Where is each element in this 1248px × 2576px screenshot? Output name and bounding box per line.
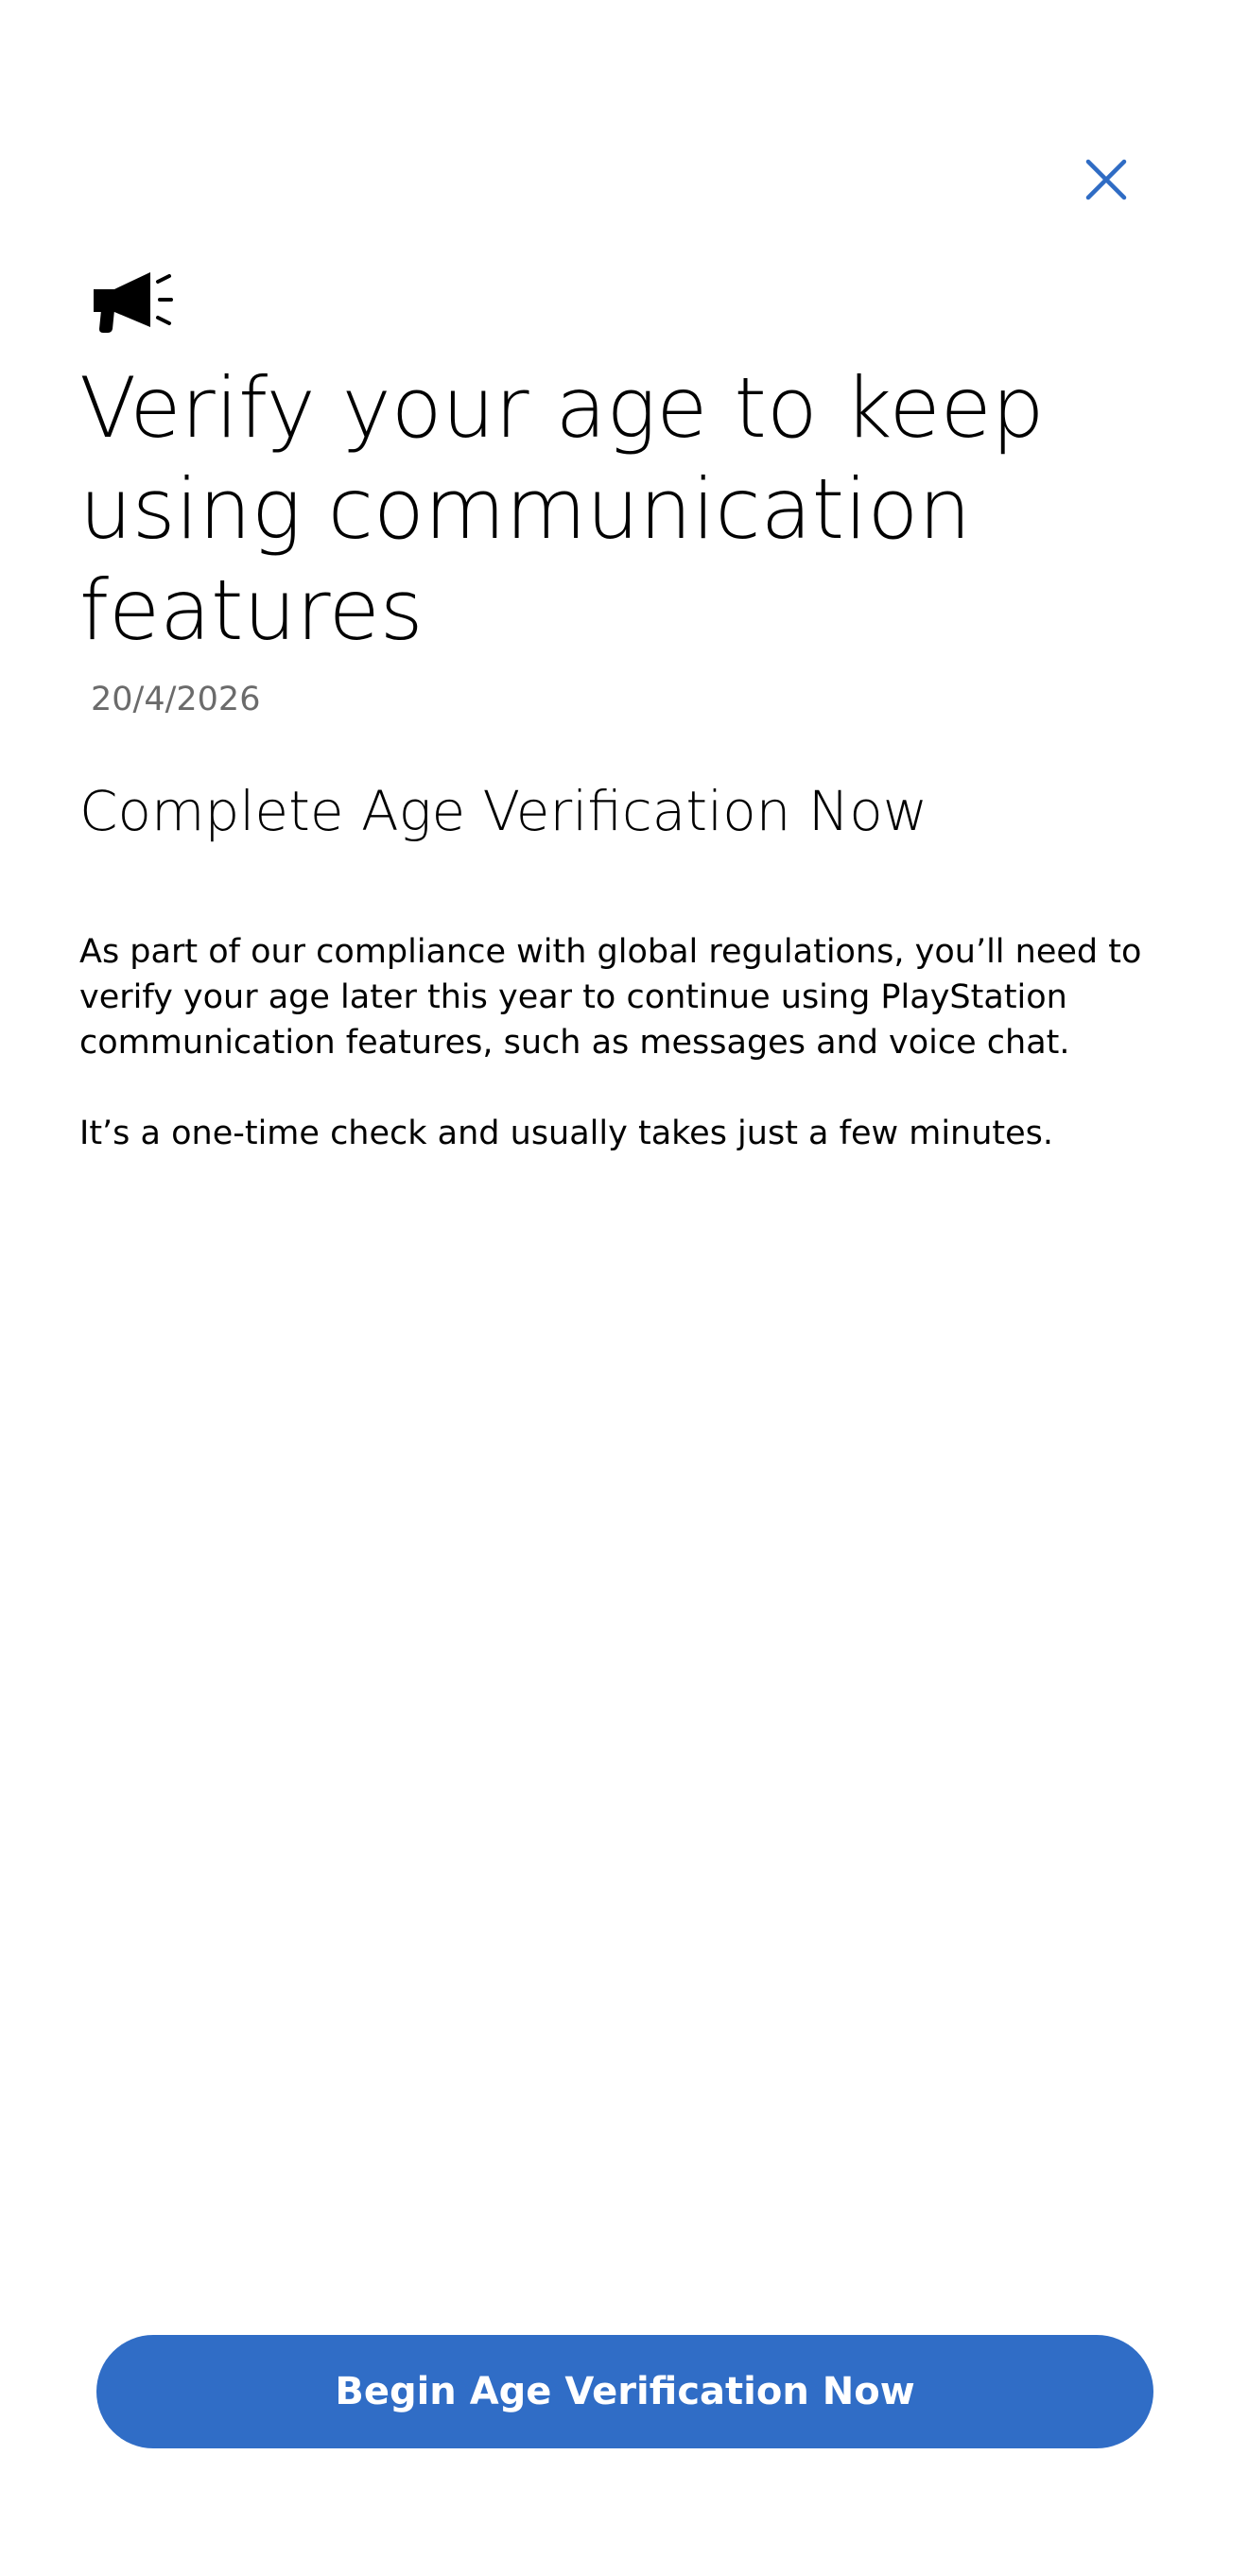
megaphone-icon (90, 267, 184, 338)
begin-age-verification-button[interactable]: Begin Age Verification Now (96, 2335, 1153, 2448)
section-subtitle: Complete Age Verification Now (79, 779, 928, 843)
page-title: Verify your age to keep using communication features (79, 359, 1045, 659)
close-icon (1083, 157, 1129, 202)
published-date: 20/4/2026 (91, 681, 261, 718)
body-paragraph: As part of our compliance with global regulations, you’ll need to verify your age later this year to continue using PlayStation communication features, such as messages and voice chat. (79, 933, 1142, 1062)
body-paragraph: It’s a one-time check and usually takes just a few minutes. (79, 1115, 1054, 1152)
close-button[interactable] (1068, 142, 1144, 217)
body-text (79, 929, 1148, 1202)
